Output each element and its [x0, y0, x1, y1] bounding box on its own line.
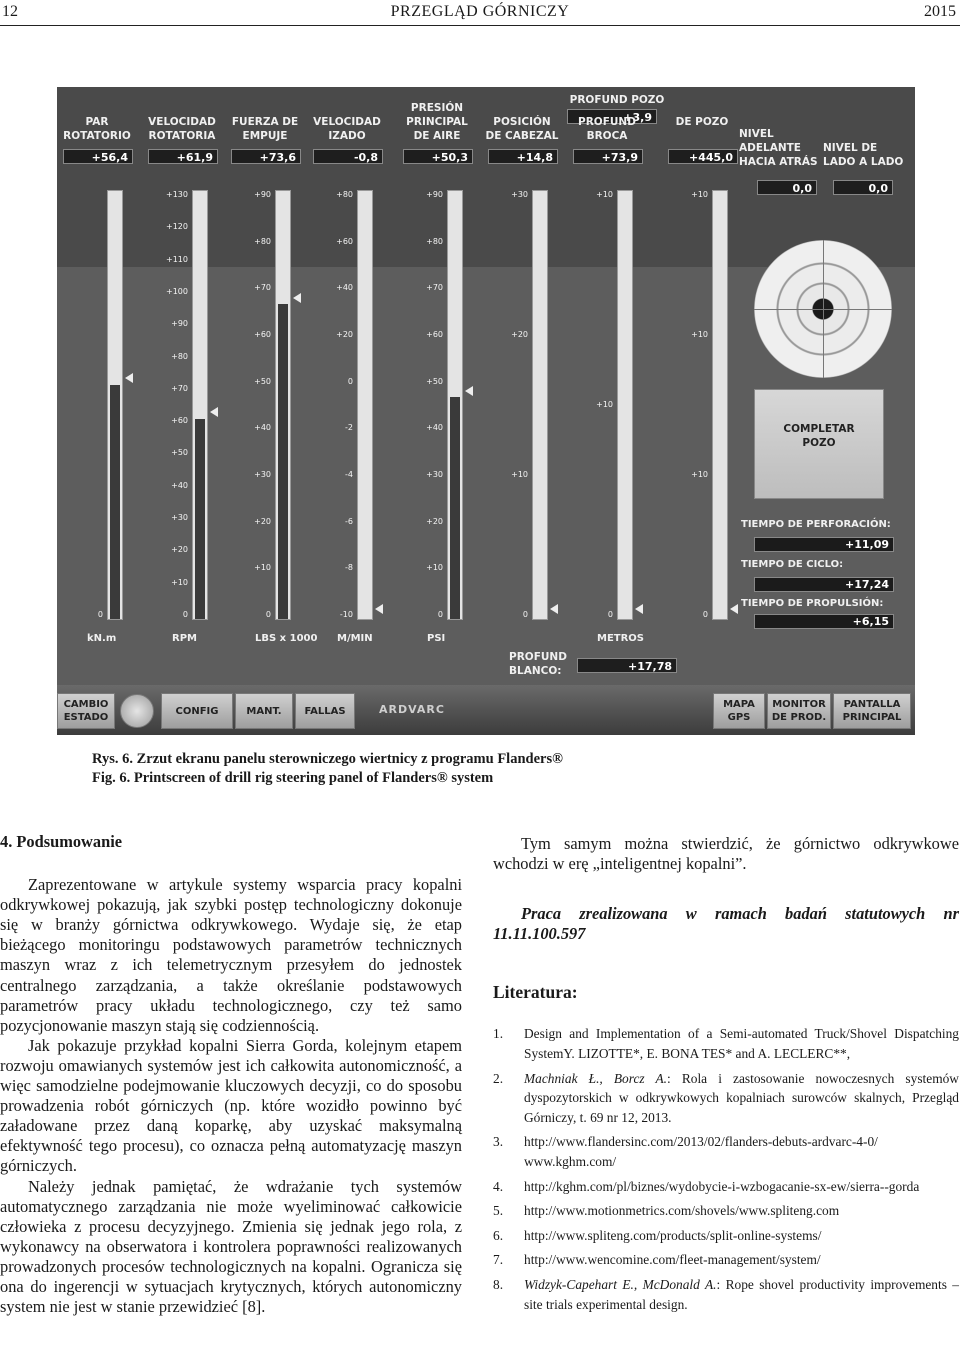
gauge-tick-label: +80 [426, 237, 443, 246]
gauge-title: FUERZA DE EMPUJE [231, 116, 299, 142]
gauge-fill [278, 304, 288, 619]
reference-list [493, 1024, 959, 1314]
nivel-adelante-value: 0,0 [757, 180, 817, 195]
gauge-tick-label: +10 [596, 190, 613, 199]
gauge-title: PROFUND BROCA [578, 116, 636, 142]
reference-item: 4. http://kghm.com/pl/biznes/wydobycie-i-wzbogacanie-sx-ew/sierra--gorda [493, 1178, 920, 1194]
tiempo-ciclo-label: TIEMPO DE CICLO: [741, 559, 844, 570]
publication-year: 2015 [924, 3, 956, 20]
gauge-tick-label: +50 [426, 377, 443, 386]
gauge-tick-label: +40 [171, 481, 188, 490]
gauge [567, 190, 647, 710]
reference-item: 3. http://www.flandersinc.com/2013/02/flanders-debuts-ardvarc-4-0/ www.kghm.com/ [493, 1134, 878, 1170]
gauge-value: +56,4 [63, 149, 133, 164]
gauge-tick-label: +50 [254, 377, 271, 386]
gauge-tick-label: +60 [171, 416, 188, 425]
gauge-unit: kN.m [87, 633, 117, 644]
mant-button[interactable]: MANT. [235, 693, 293, 729]
gauge-track [275, 190, 291, 620]
gauge-value: +61,9 [148, 149, 218, 164]
gauge-tick-label: +40 [254, 423, 271, 432]
tiempo-propulsion-value: +6,15 [754, 614, 894, 629]
gauge-tick-label: +120 [166, 222, 188, 231]
gauge [225, 190, 318, 710]
gauge-track [617, 190, 633, 620]
gauge-tick-label: -10 [339, 610, 353, 619]
gauge-track [192, 190, 208, 620]
gauge-title: POSICIÓN DE CABEZAL [485, 116, 559, 142]
gauge-tick-label: +10 [171, 578, 188, 587]
gauge-tick-label: +40 [336, 283, 353, 292]
gauge [142, 190, 222, 710]
gauge-tick-label: +50 [171, 448, 188, 457]
setpoint-marker [550, 604, 558, 614]
gauge-title: VELOCIDAD IZADO [313, 116, 381, 142]
paragraph: Jak pokazuje przykład kopalni Sierra Gorda, kolejnym etapem rozwoju omawianych systemów jest ich całkowita autonomiczność, a więc samodzielne podejmowanie kluczowych decyzji, co do sposobu prowadzenia robót górniczych (np. które wozidło powinno być załadowane przez daną koparkę, aby uzyskać maksymalną efektywność tego procesu), co oznacza pełną automatyzację maszyn górniczych. [0, 1035, 462, 1176]
gauge-track [712, 190, 728, 620]
reference-item: 8. Widzyk-Capehart E., McDonald A.: Rope shovel productivity improvements – site trials experimental design. [493, 1277, 959, 1312]
literature-heading: Literatura: [493, 982, 578, 1003]
setpoint-marker [293, 293, 301, 303]
gauge-tick-label: -4 [345, 470, 353, 479]
fallas-button[interactable]: FALLAS [295, 693, 355, 729]
gauge-tick-label: +10 [691, 190, 708, 199]
gauge [482, 190, 562, 710]
conclusion-paragraph: Tym samym można stwierdzić, że górnictwo odkrywkowe wchodzi w erę „inteligentnej kopalni”. [493, 834, 959, 874]
gauge-tick-label: 0 [607, 610, 613, 619]
gauge-tick-label: +40 [426, 423, 443, 432]
gauge-tick-label: +100 [166, 287, 188, 296]
gauge-tick-label: +30 [426, 470, 443, 479]
gauge-title: PAR ROTATORIO [63, 116, 131, 142]
section-title: 4. Podsumowanie [0, 832, 123, 851]
gauge [662, 190, 742, 710]
nivel-adelante-title: NIVEL ADELANTE HACIA ATRÁS [739, 128, 818, 168]
config-button[interactable]: CONFIG [161, 693, 233, 729]
reference-item: 1. Design and Implementation of a Semi-automated Truck/Shovel Dispatching SystemY. LIZOTTE*, E. BONA TES* and A. LECLERC**, [493, 1026, 959, 1062]
gauge-track [107, 190, 123, 620]
gauge-tick-label: +80 [254, 237, 271, 246]
gauge [57, 190, 137, 710]
gauge-tick-label: +20 [171, 545, 188, 554]
gauge-track [532, 190, 548, 620]
gauge-tick-label: +10 [691, 470, 708, 479]
tiempo-perforacion-label: TIEMPO DE PERFORACIÓN: [741, 519, 891, 530]
gauge-unit: LBS x 1000 [255, 633, 318, 644]
gauge-title: DE POZO [675, 116, 729, 128]
gauge-tick-label: +10 [691, 330, 708, 339]
gauge-tick-label: +10 [596, 400, 613, 409]
funding-note: Praca zrealizowana w ramach badań statutowych nr 11.11.100.597 [493, 904, 959, 944]
gauge-value: +445,0 [668, 149, 738, 164]
gauge-unit: METROS [597, 633, 645, 644]
profund-pozo-value: +3,9 [567, 109, 657, 124]
gauge-fill [450, 397, 460, 619]
setpoint-marker [635, 604, 643, 614]
gauge-tick-label: +60 [336, 237, 353, 246]
drill-panel-screenshot [57, 87, 915, 735]
setpoint-marker [730, 604, 738, 614]
gauge-tick-label: +70 [254, 283, 271, 292]
gauge-value: +73,6 [231, 149, 301, 164]
profund-blanco-label: PROFUND BLANCO: [509, 651, 567, 677]
paragraph: Należy jednak pamiętać, że wdrażanie tych systemów automatycznego zarządzania nie może wyeliminować całkowicie człowieka z procesu decyzyjnego. Zmienia się jednak jego rola, z wykonawcy na obserwatora i kontrolera poprawności realizowanych prowadzonych procesów technologicznych na kopalni. Ogranicza się ona do ingerencji w sytuacjach krytycznych, których autonomiczny system nie jest w stanie przewidzieć [8]. [0, 1176, 462, 1317]
gauge [397, 190, 477, 710]
gauge-tick-label: -8 [345, 563, 353, 572]
level-crosshair-v [823, 240, 824, 378]
mapa-gps-button[interactable]: MAPA GPS [713, 693, 765, 729]
gauge-tick-label: +20 [254, 517, 271, 526]
gauge-tick-label: -2 [345, 423, 353, 432]
reference-item: 7. http://www.wencomine.com/fleet-management/system/ [493, 1252, 821, 1268]
gauge-tick-label: 0 [97, 610, 103, 619]
gauge-tick-label: +70 [171, 384, 188, 393]
gauge-tick-label: +30 [171, 513, 188, 522]
gauge-value: +14,8 [488, 149, 558, 164]
gauge-tick-label: 0 [347, 377, 353, 386]
reference-item: 5. http://www.motionmetrics.com/shovels/www.spliteng.com [493, 1203, 840, 1219]
right-column [493, 832, 959, 1319]
gauge-tick-label: +20 [336, 330, 353, 339]
gauge-tick-label: +60 [426, 330, 443, 339]
gauge-tick-label: 0 [522, 610, 528, 619]
reference-item: 6. http://www.spliteng.com/products/split-online-systems/ [493, 1227, 822, 1243]
nivel-lado-title: NIVEL DE LADO A LADO [823, 142, 904, 168]
figure-caption-en: Fig. 6. Printscreen of drill rig steering panel of Flanders® system [92, 770, 494, 786]
gauge-value: -0,8 [313, 149, 383, 164]
gauge-tick-label: +60 [254, 330, 271, 339]
profund-pozo-title: PROFUND POZO [569, 94, 665, 106]
ardvarc-logo: ARDVARC [379, 703, 445, 716]
gauge-tick-label: +30 [511, 190, 528, 199]
gauge-tick-label: +10 [426, 563, 443, 572]
gauge-tick-label: -6 [345, 517, 353, 526]
gauge-tick-label: +90 [254, 190, 271, 199]
page-number: 12 [2, 3, 18, 20]
gauge-tick-label: +70 [426, 283, 443, 292]
monitor-prod-button[interactable]: MONITOR DE PROD. [767, 693, 831, 729]
gauge-tick-label: +10 [254, 563, 271, 572]
setpoint-marker [375, 604, 383, 614]
tiempo-ciclo-value: +17,24 [754, 577, 894, 592]
gauge-value: +50,3 [403, 149, 473, 164]
running-header [0, 0, 960, 26]
header-rule [0, 25, 960, 26]
gauge-tick-label: 0 [182, 610, 188, 619]
gauge [307, 190, 387, 710]
nivel-lado-value: 0,0 [833, 180, 893, 195]
gauge-tick-label: +80 [171, 352, 188, 361]
gauge-tick-label: 0 [437, 610, 443, 619]
gauge-tick-label: +20 [511, 330, 528, 339]
tiempo-perforacion-value: +11,09 [754, 537, 894, 552]
gauge-tick-label: +130 [166, 190, 188, 199]
profund-blanco-value: +17,78 [577, 658, 677, 673]
gauge-tick-label: +30 [254, 470, 271, 479]
reference-item: 2. Machniak Ł., Borcz A.: Rola i zastosowanie nowoczesnych systemów dyspozytorskich w odkrywkowych kopalniach surowców skalnych, Przegląd Górniczy, t. 69 nr 12, 2013. [493, 1070, 959, 1125]
gauge-fill [110, 385, 120, 619]
gauge-track [447, 190, 463, 620]
gauge-track [357, 190, 373, 620]
journal-title: PRZEGLĄD GÓRNICZY [390, 3, 570, 20]
gauge-fill [195, 419, 205, 619]
gauge-unit: RPM [172, 633, 197, 644]
setpoint-marker [465, 386, 473, 396]
setpoint-marker [125, 373, 133, 383]
gauge-tick-label: +90 [171, 319, 188, 328]
pantalla-principal-button[interactable]: PANTALLA PRINCIPAL [833, 693, 911, 729]
gauge-tick-label: +10 [511, 470, 528, 479]
gauge-title: PRESIÓN PRINCIPAL DE AIRE [406, 102, 468, 142]
tiempo-propulsion-label: TIEMPO DE PROPULSIÓN: [741, 598, 884, 609]
gauge-tick-label: +90 [426, 190, 443, 199]
gauge-unit: PSI [427, 633, 446, 644]
gauge-title: VELOCIDAD ROTATORIA [148, 116, 216, 142]
gauge-tick-label: 0 [702, 610, 708, 619]
gauge-tick-label: 0 [265, 610, 271, 619]
figure-caption-pl: Rys. 6. Zrzut ekranu panelu sterowniczego wiertnicy z programu Flanders® [92, 751, 563, 767]
gauge-unit: M/MIN [337, 633, 373, 644]
left-column [0, 832, 462, 1317]
paragraph: Zaprezentowane w artykule systemy wsparcia pracy kopalni odkrywkowej pokazują, jak szybki postęp technologiczny dokonuje się w branży górnictwa odkrywkowego. Wydaje się, że etap bieżącego monitoringu podstawowych parametrów technicznych maszyn wraz z ich telemetrycznym przesyłem do jednostek centralnego zarządzania, a także określanie podstawowych parametrów pracy układu technologicznego, czy też samo pozycjonowanie maszyn stają się codziennością. [0, 875, 462, 1035]
gauge-tick-label: +20 [426, 517, 443, 526]
gauge-tick-label: +110 [166, 255, 188, 264]
gauge-value: +73,9 [573, 149, 643, 164]
complete-well-button[interactable]: COMPLETAR POZO [754, 389, 884, 499]
setpoint-marker [210, 407, 218, 417]
cambio-estado-button[interactable]: CAMBIO ESTADO [57, 693, 115, 729]
gauge-tick-label: +80 [336, 190, 353, 199]
